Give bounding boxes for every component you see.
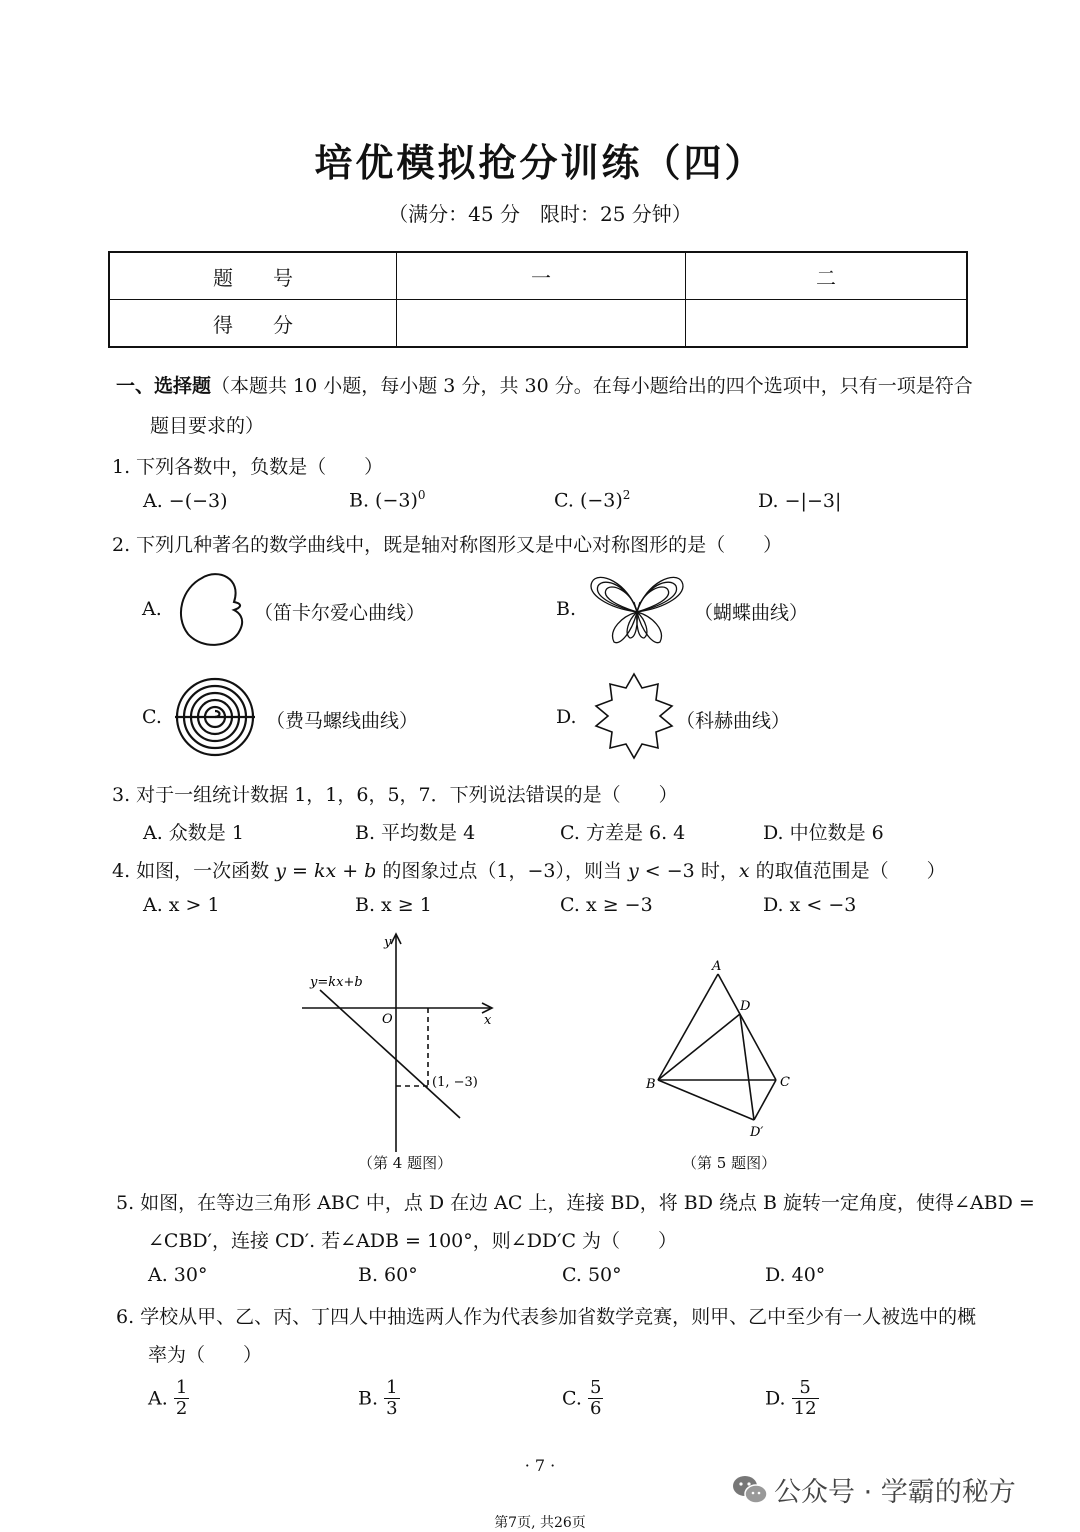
q5-line-2: ∠CBD′，连接 CD′. 若∠ADB = 100°，则∠DD′C 为（ ） <box>148 1230 678 1252</box>
q4-option-c: C. x ≥ −3 <box>560 894 653 916</box>
q5-option-c: C. 50° <box>562 1264 622 1286</box>
q6-option-b: B. $\frac{1}{3}$ <box>358 1377 398 1419</box>
koch-snowflake-figure <box>588 670 680 762</box>
x-axis-label: x <box>484 1013 492 1028</box>
function-label: y=kx+b <box>310 975 363 990</box>
q5-line-1: 5. 如图，在等边三角形 ABC 中，点 D 在边 AC 上，连接 BD，将 BD 绕点 B 旋转一定角度，使得∠ABD = <box>116 1192 1035 1214</box>
q5-option-a: A. 30° <box>148 1264 208 1286</box>
page-number: · 7 · <box>524 1456 556 1475</box>
q2-option-b-letter: B. <box>556 598 577 620</box>
score-cell-1 <box>397 300 686 348</box>
score-table-header-label: 题 号 <box>109 252 397 300</box>
q4-option-b: B. x ≥ 1 <box>355 894 432 916</box>
watermark-text: 公众号 · 学霸的秘方 <box>774 1477 1016 1508</box>
label-b: B <box>646 1077 656 1092</box>
label-d-prime: D′ <box>750 1125 764 1140</box>
q2-stem: 2. 下列几种著名的数学曲线中，既是轴对称图形又是中心对称图形的是（ ） <box>112 534 783 556</box>
pager-text: 第7页, 共26页 <box>494 1515 586 1531</box>
page-subtitle: （满分：45 分 限时：25 分钟） <box>388 202 692 226</box>
score-table-score-label: 得 分 <box>109 300 397 348</box>
q1-option-b: B. $(-3)^0$ <box>349 488 426 512</box>
figure-5-caption: （第 5 题图） <box>682 1154 777 1172</box>
q3-option-b: B. 平均数是 4 <box>355 822 476 844</box>
q4-option-d: D. x < −3 <box>763 894 857 916</box>
cardioid-curve-figure <box>172 570 254 650</box>
label-a: A <box>712 959 722 974</box>
q6-option-a: A. $\frac{1}{2}$ <box>148 1377 188 1419</box>
y-axis-label: y <box>384 935 392 950</box>
section-desc-2: 题目要求的） <box>150 415 265 437</box>
q3-option-a: A. 众数是 1 <box>143 822 244 844</box>
label-c: C <box>780 1075 790 1090</box>
section-heading <box>116 368 986 404</box>
q5-option-d: D. 40° <box>765 1264 826 1286</box>
q3-stem: 3. 对于一组统计数据 1，1，6，5，7．下列说法错误的是（ ） <box>112 784 678 806</box>
section-desc-1: （本题共 10 小题，每小题 3 分，共 30 分。在每小题给出的四个选项中，只有一项是符合 <box>211 375 973 397</box>
q2-option-c-name: （费马螺线曲线） <box>266 710 419 732</box>
q2-option-b-name: （蝴蝶曲线） <box>694 602 809 624</box>
butterfly-curve-figure <box>588 572 686 646</box>
q1-option-a: A. −(−3) <box>143 490 228 512</box>
q4-option-a: A. x > 1 <box>143 894 220 916</box>
q1-option-d: D. −|−3| <box>758 490 842 512</box>
q2-option-d-letter: D. <box>556 706 577 728</box>
figure-4-caption: （第 4 题图） <box>358 1154 453 1172</box>
score-table-header-1: 一 <box>397 252 686 300</box>
score-table-header-2: 二 <box>686 252 968 300</box>
point-label: (1, −3) <box>432 1075 478 1090</box>
q6-line-2: 率为（ ） <box>148 1344 263 1366</box>
function-line <box>320 990 460 1118</box>
origin-label: O <box>382 1012 393 1027</box>
q3-option-d: D. 中位数是 6 <box>763 822 884 844</box>
q6-line-1: 6. 学校从甲、乙、丙、丁四人中抽选两人作为代表参加省数学竞赛，则甲、乙中至少有一人被选中的概 <box>116 1306 977 1328</box>
q5-option-b: B. 60° <box>358 1264 418 1286</box>
q2-option-d-name: （科赫曲线） <box>676 710 791 732</box>
q6-option-d: D. $\frac{5}{12}$ <box>765 1377 817 1419</box>
q6-option-c: C. $\frac{5}{6}$ <box>562 1377 602 1419</box>
label-d: D <box>740 999 751 1014</box>
q2-option-a-name: （笛卡尔爱心曲线） <box>254 602 426 624</box>
watermark <box>732 1470 1052 1510</box>
wechat-icon <box>732 1474 768 1506</box>
score-cell-2 <box>686 300 968 348</box>
q3-option-c: C. 方差是 6. 4 <box>560 822 686 844</box>
section-title: 一、选择题 <box>116 375 212 397</box>
q2-option-c-letter: C. <box>142 706 162 728</box>
q2-option-a-letter: A. <box>142 598 162 620</box>
q1-option-c: C. $(-3)^2$ <box>554 488 631 512</box>
figure-5-triangle-diagram <box>640 954 800 1144</box>
page-title: 培优模拟抢分训练（四） <box>314 140 766 185</box>
score-table <box>108 251 968 348</box>
fermat-spiral-figure <box>172 676 258 758</box>
q1-stem: 1. 下列各数中，负数是（ ） <box>112 456 384 478</box>
figure-4-linear-function-graph <box>290 926 510 1156</box>
q4-stem: 4. 如图，一次函数 y = kx + b 的图象过点（1，−3），则当 y < −3 时，x 的取值范围是（ ） <box>112 860 946 882</box>
